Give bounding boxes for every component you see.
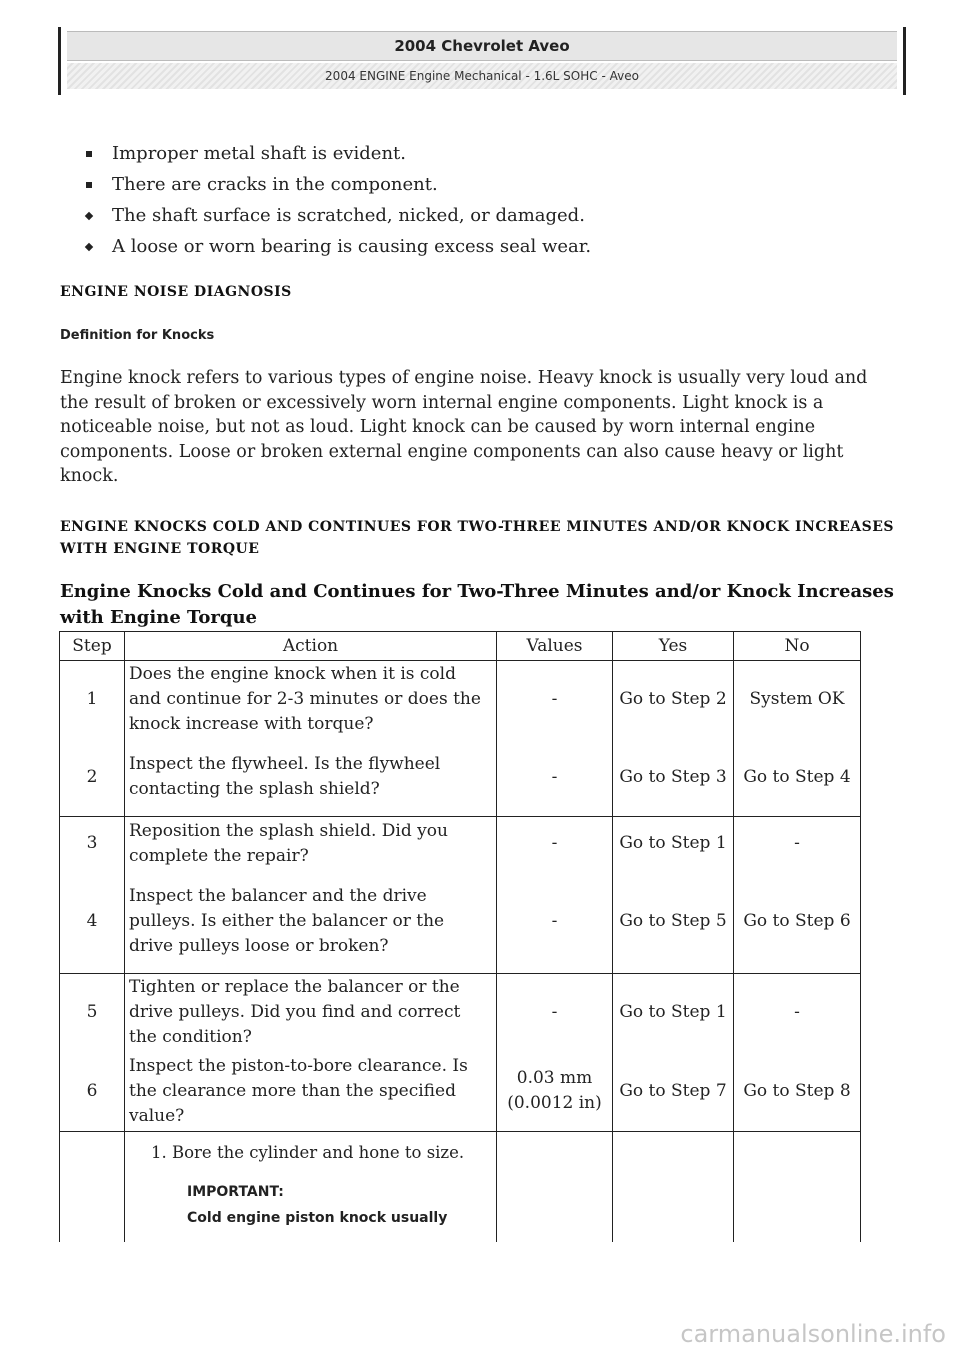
- header-title: 2004 Chevrolet Aveo: [67, 31, 897, 61]
- header-action: Action: [125, 632, 497, 661]
- values-cell: 0.03 mm (0.0012 in): [497, 1052, 613, 1132]
- subheading: Definition for Knocks: [60, 328, 215, 343]
- header-yes: Yes: [613, 632, 734, 661]
- square-bullet-icon: [86, 151, 92, 157]
- header-subtitle: 2004 ENGINE Engine Mechanical - 1.6L SOHC - Aveo: [67, 63, 897, 89]
- table-row: 2 Inspect the flywheel. Is the flywheel contacting the splash shield? - Go to Step 3 Go to Step 4: [60, 739, 861, 817]
- table-row: 6 Inspect the piston-to-bore clearance. Is the clearance more than the specified value? 0.03 mm (0.0012 in) Go to Step 7 Go to Step 8: [60, 1052, 861, 1132]
- watermark: carmanualsonline.info: [680, 1320, 946, 1348]
- table-header-row: [60, 632, 861, 661]
- list-item: A loose or worn bearing is causing excess seal wear.: [86, 231, 786, 262]
- action-cell: 1. Bore the cylinder and hone to size. IMPORTANT: Cold engine piston knock usually: [125, 1132, 497, 1242]
- bullet-list: [86, 138, 786, 262]
- header-no: No: [734, 632, 861, 661]
- square-bullet-icon: [86, 182, 92, 188]
- section-heading: ENGINE NOISE DIAGNOSIS: [60, 284, 292, 300]
- section-heading-2: ENGINE KNOCKS COLD AND CONTINUES FOR TWO-THREE MINUTES AND/OR KNOCK INCREASES WITH ENGINE TORQUE: [60, 519, 895, 557]
- page-header: [58, 27, 906, 95]
- list-item: The shaft surface is scratched, nicked, or damaged.: [86, 200, 786, 231]
- list-item: Improper metal shaft is evident.: [86, 138, 786, 169]
- diamond-bullet-icon: [85, 243, 93, 251]
- diagnostic-table: [59, 631, 861, 1242]
- table-row: 4 Inspect the balancer and the drive pulleys. Is either the balancer or the drive pulleys loose or broken? - Go to Step 5 Go to Step 6: [60, 871, 861, 974]
- list-item: There are cracks in the component.: [86, 169, 786, 200]
- header-step: Step: [60, 632, 125, 661]
- table-row: 3 Reposition the splash shield. Did you complete the repair? - Go to Step 1 -: [60, 817, 861, 871]
- table-row: [60, 1132, 861, 1242]
- header-values: Values: [497, 632, 613, 661]
- body-paragraph: Engine knock refers to various types of engine noise. Heavy knock is usually very loud and the result of broken or excessively worn internal engine components. Light knock is a noticeable noise, but not as loud. Light knock can be caused by worn internal engine components. Loose or broken external engine components can also cause heavy or light knock.: [60, 368, 868, 487]
- table-row: 5 Tighten or replace the balancer or the drive pulleys. Did you find and correct the condition? - Go to Step 1 -: [60, 974, 861, 1052]
- table-title: Engine Knocks Cold and Continues for Two-Three Minutes and/or Knock Increases with Engine Torque: [60, 581, 894, 628]
- important-text: Cold engine piston knock usually: [187, 1210, 448, 1226]
- table-row: 1 Does the engine knock when it is cold and continue for 2-3 minutes or does the knock increase with torque? - Go to Step 2 System OK: [60, 661, 861, 739]
- important-label: IMPORTANT:: [187, 1184, 284, 1200]
- diamond-bullet-icon: [85, 212, 93, 220]
